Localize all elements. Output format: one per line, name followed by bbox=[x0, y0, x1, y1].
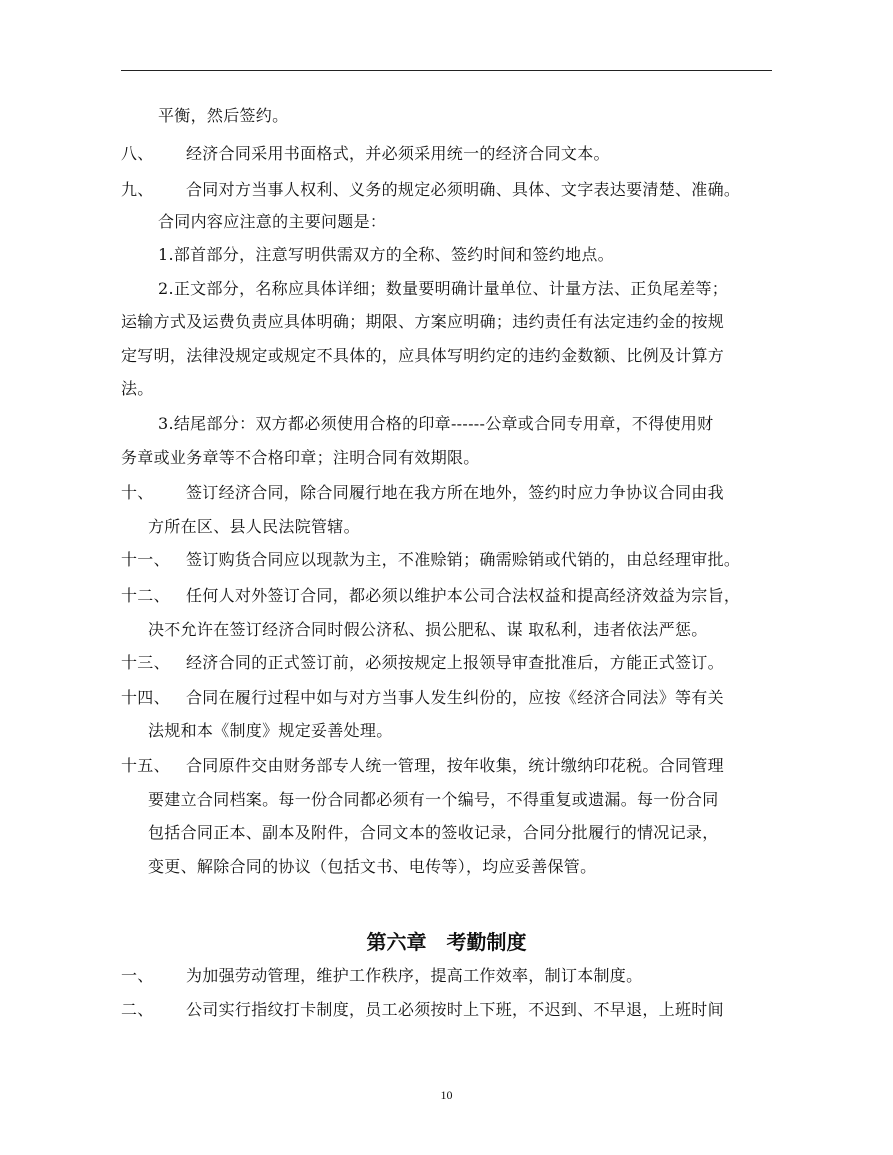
clause-text: 方所在区、县人民法院管辖。 bbox=[148, 517, 360, 536]
clause-number: 九、 bbox=[121, 180, 154, 199]
clause-text: 公司实行指纹打卡制度，员工必须按时上下班，不迟到、不早退，上班时间 bbox=[186, 1000, 724, 1019]
chapter-title: 第六章 考勤制度 bbox=[366, 930, 527, 954]
clause-text: 合同原件交由财务部专人统一管理，按年收集，统计缴纳印花税。合同管理 bbox=[186, 756, 724, 775]
clause-text: 法规和本《制度》规定妥善处理。 bbox=[148, 721, 393, 740]
header-rule bbox=[121, 70, 772, 71]
sub-item: 1.部首部分，注意写明供需双方的全称、签约时间和签约地点。 bbox=[158, 245, 614, 264]
clause-number: 十四、 bbox=[121, 688, 170, 707]
clause-number: 十五、 bbox=[121, 756, 170, 775]
clause-number: 八、 bbox=[121, 144, 154, 163]
clause-text: 经济合同采用书面格式，并必须采用统一的经济合同文本。 bbox=[186, 144, 610, 163]
clause-text: 合同对方当事人权利、义务的规定必须明确、具体、文字表达要清楚、准确。 bbox=[186, 180, 741, 199]
clause-number: 十、 bbox=[121, 483, 154, 502]
clause-text: 包括合同正本、副本及附件，合同文本的签收记录，合同分批履行的情况记录， bbox=[148, 823, 719, 842]
clause-text: 合同在履行过程中如与对方当事人发生纠份的，应按《经济合同法》等有关 bbox=[186, 688, 724, 707]
clause-text: 签订经济合同，除合同履行地在我方所在地外，签约时应力争协议合同由我 bbox=[186, 483, 724, 502]
clause-text: 变更、解除合同的协议（包括文书、电传等），均应妥善保管。 bbox=[148, 857, 597, 876]
sub-item: 运输方式及运费负责应具体明确；期限、方案应明确；违约责任有法定违约金的按规 bbox=[121, 312, 725, 331]
clause-number: 一、 bbox=[121, 966, 154, 985]
clause-text: 为加强劳动管理，维护工作秩序，提高工作效率，制订本制度。 bbox=[186, 966, 643, 985]
sub-item: 2.正文部分，名称应具体详细；数量要明确计量单位、计量方法、正负尾差等； bbox=[158, 279, 729, 298]
sub-item: 务章或业务章等不合格印章；注明合同有效期限。 bbox=[121, 448, 480, 467]
clause-text: 经济合同的正式签订前，必须按规定上报领导审查批准后，方能正式签订。 bbox=[186, 653, 724, 672]
clause-text: 签订购货合同应以现款为主，不准赊销；确需赊销或代销的，由总经理审批。 bbox=[186, 550, 741, 569]
page-number: 10 bbox=[440, 1088, 453, 1102]
continuation-line: 平衡，然后签约。 bbox=[158, 106, 289, 125]
clause-number: 十三、 bbox=[121, 653, 170, 672]
clause-number: 十二、 bbox=[121, 586, 170, 605]
clause-number: 十一、 bbox=[121, 550, 170, 569]
clause-text: 决不允许在签订经济合同时假公济私、损公肥私、谋 取私利，违者依法严惩。 bbox=[148, 620, 708, 639]
sub-item: 3.结尾部分：双方都必须使用合格的印章------公章或合同专用章，不得使用财 bbox=[158, 414, 714, 433]
clause-number: 二、 bbox=[121, 1000, 154, 1019]
clause-text: 要建立合同档案。每一份合同都必须有一个编号，不得重复或遗漏。每一份合同 bbox=[148, 790, 719, 809]
sub-item: 定写明，法律没规定或规定不具体的，应具体写明约定的违约金数额、比例及计算方 bbox=[121, 346, 725, 365]
clause-text: 合同内容应注意的主要问题是： bbox=[158, 212, 387, 231]
clause-text: 任何人对外签订合同，都必须以维护本公司合法权益和提高经济效益为宗旨， bbox=[186, 586, 741, 605]
sub-item: 法。 bbox=[121, 379, 154, 398]
